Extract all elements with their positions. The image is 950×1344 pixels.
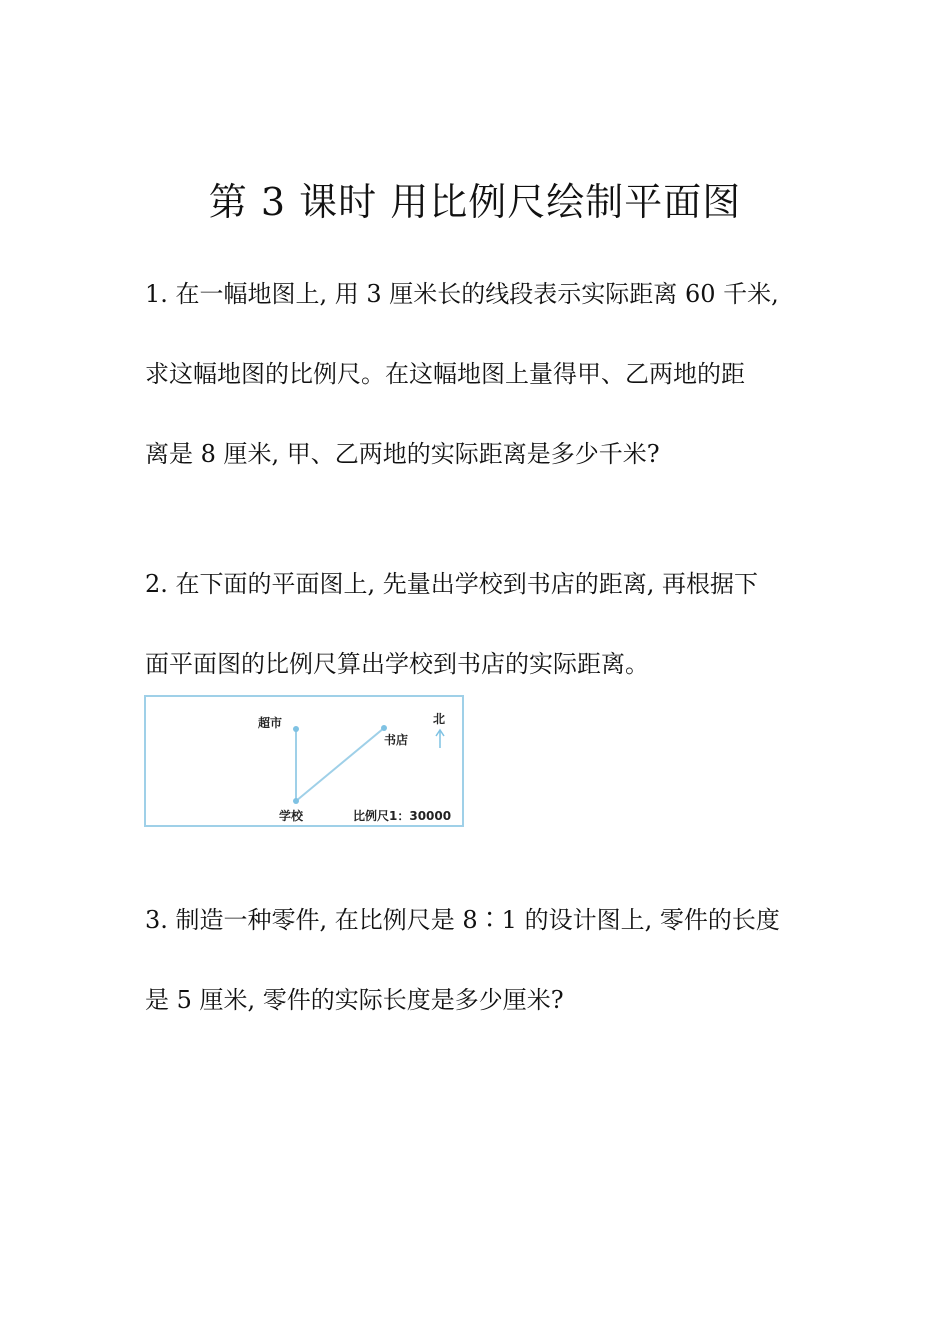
bookstore-label: 书店 [384,733,409,747]
question-3 [145,880,805,1040]
question-1 [145,254,805,494]
bookstore-point [381,725,387,731]
north-arrow-icon [436,730,444,748]
plan-map [144,695,464,827]
question-3-line-1: 3. 制造一种零件, 在比例尺是 8∶1 的设计图上, 零件的长度 [145,906,780,934]
school-point [293,798,299,804]
question-2-line-1: 2. 在下面的平面图上, 先量出学校到书店的距离, 再根据下 [145,570,759,598]
question-1-line-2: 求这幅地图的比例尺。在这幅地图上量得甲、乙两地的距 [145,360,745,388]
market-point [293,726,299,732]
question-2 [145,544,805,704]
question-1-line-3: 离是 8 厘米, 甲、乙两地的实际距离是多少千米? [145,440,660,468]
market-label: 超市 [258,716,283,730]
north-label: 北 [433,712,446,726]
school-label: 学校 [279,809,304,823]
plan-map-drawing [146,697,462,825]
question-2-line-2: 面平面图的比例尺算出学校到书店的实际距离。 [145,650,649,678]
question-1-line-1: 1. 在一幅地图上, 用 3 厘米长的线段表示实际距离 60 千米, [145,280,779,308]
scale-label: 比例尺1：30000 [353,809,452,823]
school-bookstore-segment [296,728,384,801]
question-3-line-2: 是 5 厘米, 零件的实际长度是多少厘米? [145,986,564,1014]
page-title: 第 3 课时 用比例尺绘制平面图 [208,180,742,224]
